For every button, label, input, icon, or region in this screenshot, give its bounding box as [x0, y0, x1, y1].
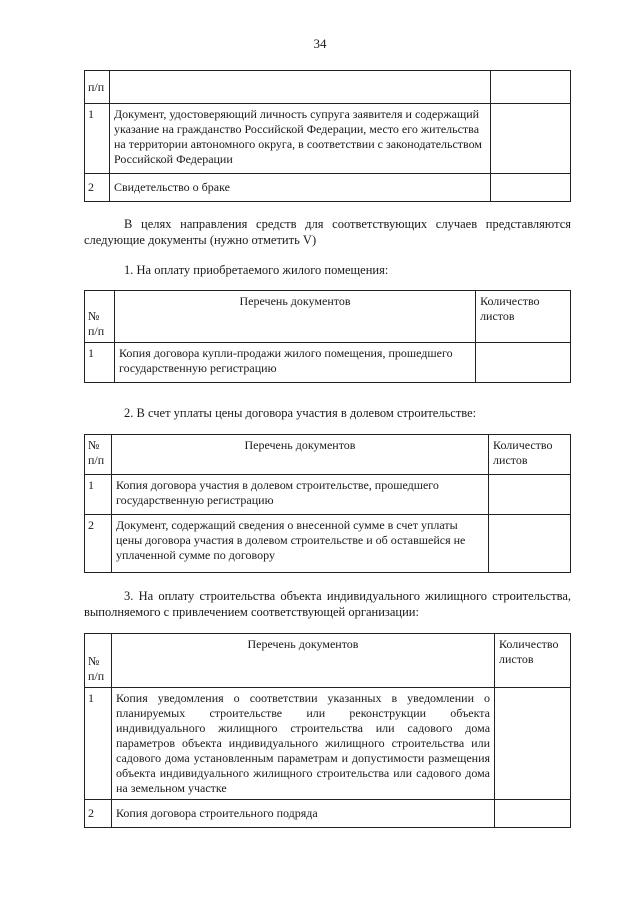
row-number: 2: [85, 515, 112, 573]
header-no: № п/п: [85, 435, 112, 475]
row-number: 1: [85, 104, 110, 174]
header-count: Количество листов: [489, 435, 571, 475]
table-spouse-documents: [84, 70, 571, 202]
row-count-cell[interactable]: [476, 343, 571, 383]
row-document: Документ, содержащий сведения о внесенной сумме в счет уплаты цены договора участия в долевом строительстве и об оставшейся не уплаченной сумме по договору: [111, 515, 488, 573]
section2-title: 2. В счет уплаты цены договора участия в долевом строительстве:: [124, 406, 477, 420]
row-number: 1: [85, 688, 112, 800]
header-no: № п/п: [85, 634, 112, 688]
table-header-row: [85, 291, 571, 343]
row-document: Копия уведомления о соответствии указанных в уведомлении о планируемых строительстве или реконструкции объекта индивидуального жилищного строительства или садового дома параметров объекта индивидуального жилищного строительства или садового дома установленным параметрам и допустимости размещения объекта индивидуального жилищного строительства или садового дома на земельном участке: [111, 688, 494, 800]
header-list: Перечень документов: [114, 291, 475, 343]
header-list: Перечень документов: [111, 634, 494, 688]
table-row: [85, 174, 571, 202]
table-header-row: [85, 634, 571, 688]
table-row: [85, 343, 571, 383]
header-list: Перечень документов: [111, 435, 488, 475]
row-document: Копия договора строительного подряда: [111, 800, 494, 828]
row-count-cell[interactable]: [495, 800, 571, 828]
header-empty-count: [491, 71, 571, 104]
row-count-cell[interactable]: [495, 688, 571, 800]
table-header-row: [85, 71, 571, 104]
row-number: 1: [85, 475, 112, 515]
section3-title: 3. На оплату строительства объекта индивидуального жилищного строительства, выполняемого с привлечением соответствующей организации:: [84, 589, 571, 619]
table-row: [85, 688, 571, 800]
row-number: 1: [85, 343, 115, 383]
row-count-cell[interactable]: [489, 475, 571, 515]
row-number: 2: [85, 174, 110, 202]
header-count: Количество листов: [476, 291, 571, 343]
header-count: Количество листов: [495, 634, 571, 688]
row-count-cell[interactable]: [489, 515, 571, 573]
row-number: 2: [85, 800, 112, 828]
row-document: Копия договора купли-продажи жилого помещения, прошедшего государственную регистрацию: [114, 343, 475, 383]
row-count-cell[interactable]: [491, 104, 571, 174]
page-number: 34: [313, 36, 327, 51]
table-row: [85, 800, 571, 828]
intro-paragraph: В целях направления средств для соответствующих случаев представляются следующие документы (нужно отметить V): [84, 217, 571, 247]
table-section2: [84, 434, 571, 573]
row-document: Копия договора участия в долевом строительстве, прошедшего государственную регистрацию: [111, 475, 488, 515]
row-count-cell[interactable]: [491, 174, 571, 202]
table-header-row: [85, 435, 571, 475]
table-section1: [84, 290, 571, 383]
section1-title: 1. На оплату приобретаемого жилого помещения:: [124, 263, 389, 277]
header-empty: [109, 71, 490, 104]
header-no: п/п: [85, 71, 110, 104]
table-row: [85, 104, 571, 174]
row-document: Свидетельство о браке: [109, 174, 490, 202]
row-document: Документ, удостоверяющий личность супруга заявителя и содержащий указание на гражданство Российской Федерации, место его жительства на территории автономного округа, в соответствии с законодательством Российской Федерации: [109, 104, 490, 174]
table-section3: [84, 633, 571, 828]
header-no: № п/п: [85, 291, 115, 343]
table-row: [85, 475, 571, 515]
table-row: [85, 515, 571, 573]
